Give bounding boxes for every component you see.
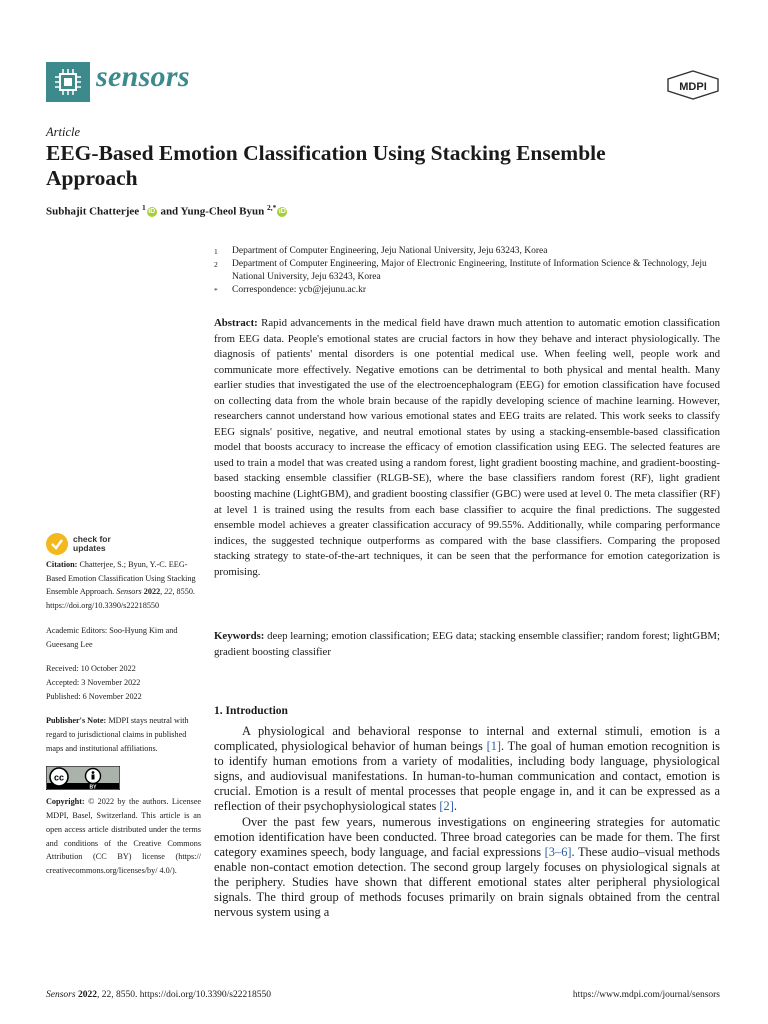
publisher-note — [46, 714, 201, 755]
citation-label: Citation: — [46, 560, 78, 569]
paragraph-text: . The goal of human emotion recognition is to identify human emotions from a variety of modalities, including body language, physiological signs, and audiovisual manifestations. In human-to-human communication and contact, emotion is crucial. Emotion is a result of mental processes that people engage in, and it can be expressed as a reflection of their psychophysiological states — [214, 739, 720, 814]
footer-year: 2022 — [77, 990, 97, 1000]
affiliation-number: 1 — [214, 247, 218, 256]
keywords-label: Keywords: — [214, 630, 265, 642]
citation-journal: Sensors — [116, 587, 142, 597]
citation-link[interactable]: [1] — [486, 739, 502, 754]
affiliation-item — [214, 245, 720, 258]
footer-citation — [46, 990, 271, 1000]
footer-journal-url[interactable]: https://www.mdpi.com/journal/sensors — [572, 990, 720, 1000]
citation-block: Citation: Chatterjee, S.; Byun, Y.-C. EEG-Based Emotion Classification Using Stacking Ensemble Approach. Sensors 2022, 22, 8550. https://doi.org/10.3390/s22218550 — [46, 560, 196, 611]
footer-journal: Sensors — [46, 990, 76, 1000]
copyright-label: Copyright: — [46, 797, 85, 807]
mdpi-logo-icon — [666, 70, 720, 100]
check-updates-line1: check for — [73, 534, 111, 544]
copyright-block — [46, 795, 201, 877]
academic-editors: Academic Editors: Soo-Hyung Kim and Gueesang Lee — [46, 625, 178, 649]
author-connector: and — [160, 205, 179, 218]
affiliation-number: 2 — [214, 260, 218, 269]
paragraph — [214, 815, 720, 921]
publisher-note-text: MDPI stays neutral with regard to jurisdictional claims in published maps and institutional affiliations. — [46, 716, 189, 753]
cc-by-license-icon[interactable] — [46, 766, 120, 790]
keywords — [214, 629, 720, 660]
author-affiliation-marker: 1 — [141, 203, 146, 212]
check-updates-icon — [46, 533, 68, 555]
check-updates-line2: updates — [73, 543, 106, 553]
abstract — [214, 316, 720, 580]
footer-doi[interactable]: , 22, 8550. https://doi.org/10.3390/s22218550 — [96, 990, 271, 1000]
paragraph-text: Over the past few years, numerous investigations on engineering strategies for automatic emotion identification have been conducted. Three broad categories can be made for them. The first category examines speech, body language, and facial expressions — [214, 814, 720, 859]
paragraph — [214, 724, 720, 815]
paragraph-text: . — [453, 799, 457, 814]
sidebar — [46, 558, 201, 878]
section-heading: 1. Introduction — [214, 705, 288, 717]
author-name: Yung-Cheol Byun — [180, 205, 265, 218]
paragraph-text: . These audio–visual methods enable non-contact emotion detection. The second group largely focuses on physiological signals at the periphery. Studies have shown that different emotional states alter peripheral physiological signals. The third group of methods focuses primarily on brain signals obtained from the central nervous system using a — [214, 844, 721, 920]
citation-volume: 22 — [164, 587, 173, 597]
received-date: Received: 10 October 2022 — [46, 664, 136, 674]
citation-year: 2022 — [143, 587, 161, 597]
affiliation-number: * — [214, 286, 218, 295]
check-for-updates-button[interactable] — [46, 533, 111, 555]
citation-doi[interactable]: , 8550. https://doi.org/10.3390/s22218550 — [46, 587, 195, 611]
publisher-note-label: Publisher's Note: — [46, 716, 107, 726]
affiliation-item — [214, 284, 720, 297]
citation-link[interactable]: [2] — [439, 799, 454, 814]
orcid-icon[interactable]: iD — [148, 208, 156, 216]
affiliation-text: Department of Computer Engineering, Major of Electronic Engineering, Institute of Information Science & Technology, Jeju National University, Jeju 63243, Korea — [232, 259, 707, 282]
article-type: Article — [46, 125, 81, 139]
abstract-text: Rapid advancements in the medical field have drawn much attention to automatic emotion classification from EEG data. People's emotional states are crucial factors in how they behave and interact physiologically. The diagnosis of patients' mental disorders is one potential medical use. When feeling well, people work and communicate more effectively. Negative emotions can be detrimental to both physical and mental health. Many earlier studies that investigated the use of the electroencephalogram (EEG) for emotion classification have focused on collecting data from the whole brain because of the rapidly developing science of machine learning. However, researchers cannot understand how various emotional states and EEG traits are related. This work seeks to classify EEG signals' positive, negative, and neutral emotional states by using a stacking-ensemble-based classification model that boosts accuracy to increase the efficacy of emotion classification using EEG. The selected features are used to train a model that was created using a random forest, light gradient boosting machine, and gradient-boosting-based stacking ensemble classifier (RLGB-SE), where the base classifiers random forest (RF), light gradient boosting machine (LightGBM), and gradient boosting classifier (GBC) were used at level 0. The meta classifier (RF) at level 1 is trained using the results from each base classifier to acquire the final predictions. The suggested ensemble model achieves a greater classification accuracy of 99.55%. Additionally, while comparing performance indices, the suggested technique outperforms as compared with the base classifiers. Comparing the proposed stacking strategy to state-of-the-art techniques, it can be seen that the performance for emotion categorization is promising. — [214, 317, 721, 578]
dates-block — [46, 662, 201, 703]
author-list — [46, 203, 288, 218]
published-date: Published: 6 November 2022 — [46, 691, 142, 701]
correspondence-text: Correspondence: ycb@jejunu.ac.kr — [232, 285, 367, 295]
author-affiliation-marker: 2,* — [266, 203, 277, 212]
journal-logo-icon — [46, 62, 90, 102]
copyright-text: © 2022 by the authors. Licensee MDPI, Basel, Switzerland. This article is an open access article distributed under the terms and conditions of the Creative Commons Attribution (CC BY) license (https:// creativecommons.org/licenses/by/ 4.0/). — [46, 797, 202, 875]
accepted-date: Accepted: 3 November 2022 — [46, 677, 141, 687]
affiliations — [214, 245, 720, 297]
keywords-text: deep learning; emotion classification; EEG data; stacking ensemble classifier; random forest; lightGBM; gradient boosting classifier — [214, 630, 721, 658]
introduction-body — [214, 724, 720, 920]
citation-text: Chatterjee, S.; Byun, Y.-C. EEG-Based Emotion Classification Using Stacking Ensemble Approach. — [46, 560, 196, 597]
paragraph-text: A physiological and behavioral response to internal and external stimuli, emotion is a complicated, physiological behavior of human beings — [214, 724, 720, 754]
abstract-label: Abstract: — [214, 317, 258, 329]
paper-title: EEG-Based Emotion Classification Using Stacking Ensemble Approach — [46, 141, 606, 190]
journal-name: sensors — [96, 60, 190, 93]
cc-badge-label: BY — [89, 784, 97, 791]
affiliation-text: Department of Computer Engineering, Jeju National University, Jeju 63243, Korea — [232, 246, 548, 256]
svg-text:cc: cc — [53, 772, 65, 783]
citation-link[interactable]: [3–6] — [544, 844, 572, 859]
mdpi-logo-text: MDPI — [679, 81, 707, 93]
affiliation-item — [214, 258, 720, 284]
author-name: Subhajit Chatterjee — [46, 205, 140, 218]
orcid-icon[interactable]: iD — [278, 208, 286, 216]
